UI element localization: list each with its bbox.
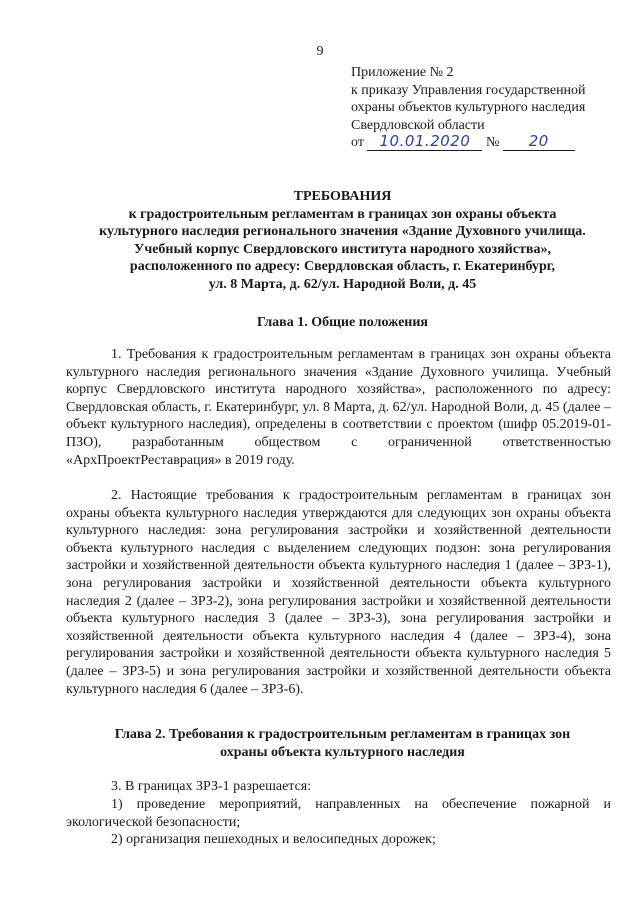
appendix-header: [351, 64, 626, 152]
appendix-line-3: охраны объектов культурного наследия: [351, 100, 586, 115]
handwritten-number: 20: [528, 132, 549, 150]
title-line-1: к градостроительным регламентам в границах зон охраны объекта: [128, 206, 557, 222]
chapter-1-heading: Глава 1. Общие положения: [256, 315, 428, 330]
handwritten-date: 10.01.2020: [379, 132, 471, 150]
chapter-2-heading: [60, 726, 625, 761]
title-line-4: расположенного по адресу: Свердловская область, г. Екатеринбург,: [129, 259, 556, 274]
list-item-1: 1) проведение мероприятий, направленных на обеспечение пожарной и экологической безопасности;: [66, 797, 611, 830]
date-prefix: от: [351, 135, 364, 150]
title-line-2: культурного наследия регионального значения «Здание Духовного училища.: [99, 224, 586, 239]
paragraph-3: 3. В границах ЗРЗ-1 разрешается:: [111, 779, 312, 794]
appendix-date-line: [351, 134, 626, 152]
number-prefix: №: [485, 135, 500, 150]
title-heading: ТРЕБОВАНИЯ: [293, 189, 392, 204]
list-item-2: 2) организация пешеходных и велосипедных дорожек;: [111, 832, 436, 847]
chapter-2-heading-line-2: охраны объекта культурного наследия: [220, 744, 465, 760]
title-line-5: ул. 8 Марта, д. 62/ул. Народной Воли, д. 45: [208, 276, 477, 292]
date-field: [367, 134, 482, 151]
number-field: [503, 134, 575, 151]
appendix-line-4: Свердловской области: [351, 117, 485, 133]
page-number: 9: [316, 44, 324, 59]
title-line-3: Учебный корпус Свердловского института народного хозяйства»,: [134, 241, 551, 257]
appendix-line-1: Приложение № 2: [351, 65, 454, 80]
paragraph-1: 1. Требования к градостроительным регламентам в границах зон охраны объекта культурного наследия регионального значения «Здание Духовного училища. Учебный корпус Свердловского института народного хозяйства», расположенного по адресу: Свердловская область, г. Екатеринбург, ул. 8 Марта, д. 62/ул. Народной Воли, д. 45 (далее – объект культурного наследия), определены в соответствии с проектом (шифр 05.2019-01-ПЗО), разработанным обществом с ограниченной ответственностью «АрхПроектРеставрация» в 2019 году.: [66, 347, 611, 468]
document-title: [60, 188, 625, 293]
appendix-line-2: к приказу Управления государственной: [351, 82, 586, 98]
paragraph-2: 2. Настоящие требования к градостроительным регламентам в границах зон охраны объекта культурного наследия утверждаются для следующих зон охраны объекта культурного наследия: зона регулирования застройки и хозяйственной деятельности объекта культурного наследия с выделением следующих подзон: зона регулирования застройки и хозяйственной деятельности объекта культурного наследия 1 (далее – ЗРЗ-1), зона регулирования застройки и хозяйственной деятельности объекта культурного наследия 2 (далее – ЗРЗ-2), зона регулирования застройки и хозяйственной деятельности объекта культурного наследия 3 (далее – ЗРЗ-3), зона регулирования застройки и хозяйственной деятельности объекта культурного наследия 4 (далее – ЗРЗ-4), зона регулирования застройки и хозяйственной деятельности объекта культурного наследия 5 (далее – ЗРЗ-5) и зона регулирования застройки и хозяйственной деятельности объекта культурного наследия 6 (далее – ЗРЗ-6).: [66, 488, 611, 697]
chapter-2-heading-line-1: Глава 2. Требования к градостроительным регламентам в границах зон: [114, 727, 571, 742]
